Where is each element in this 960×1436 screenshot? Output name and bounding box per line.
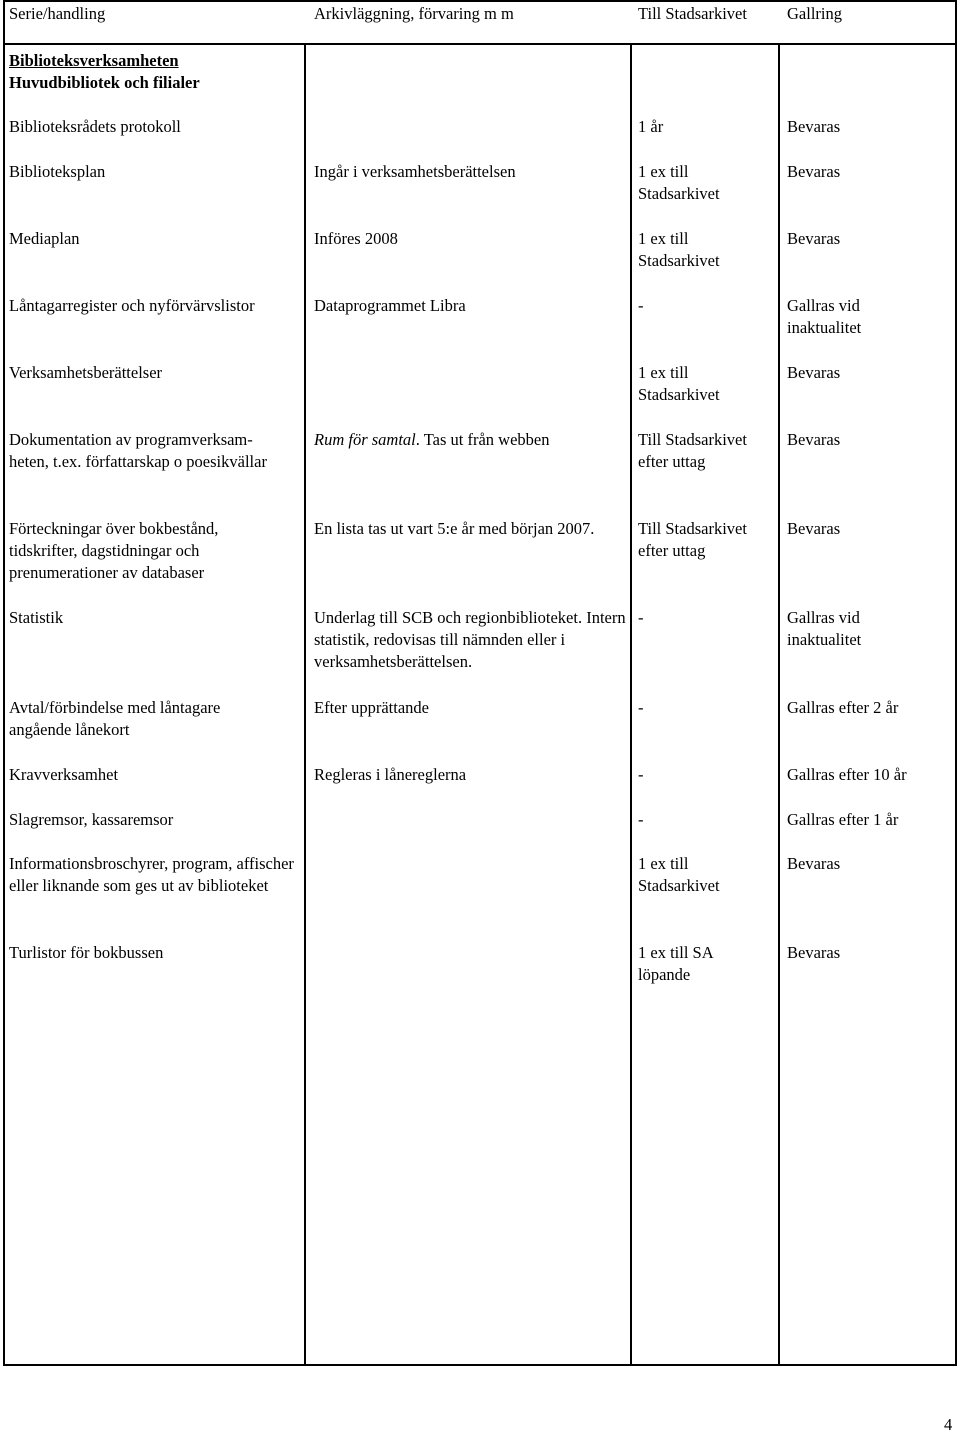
row-serie: Slagremsor, kassaremsor [9,810,174,829]
row-stadsarkiv: 1 år [638,117,664,136]
table-header [0,0,960,45]
table-frame [3,0,957,1366]
row-arkiv: Införes 2008 [314,229,398,248]
row-serie: Statistik [9,608,64,627]
row-serie: Mediaplan [9,229,80,248]
row-gallring: Bevaras [787,519,841,538]
column-divider-3 [778,43,780,1366]
row-gallring: Gallras efter 1 år [787,810,899,829]
row-serie: Turlistor för bokbussen [9,943,164,962]
row-stadsarkiv: - [638,608,644,627]
header-serie: Serie/handling [9,4,106,23]
row-stadsarkiv: 1 ex till Stadsarkivet [638,162,720,203]
column-divider-2 [630,43,632,1366]
row-gallring: Bevaras [787,943,841,962]
row-stadsarkiv: Till Stadsarkivet efter uttag [638,430,747,471]
header-gallring: Gallring [787,4,842,23]
row-stadsarkiv: 1 ex till Stadsarkivet [638,363,720,404]
row-gallring: Bevaras [787,854,841,873]
row-serie: Kravverksamhet [9,765,119,784]
section-subtitle: Huvudbibliotek och filialer [9,73,200,92]
page-number: 4 [944,1415,953,1434]
row-gallring: Bevaras [787,430,841,449]
row-stadsarkiv: - [638,296,644,315]
header-stadsarkiv: Till Stadsarkivet [638,4,747,23]
row-gallring: Bevaras [787,117,841,136]
row-stadsarkiv: 1 ex till Stadsarkivet [638,229,720,270]
section-heading [9,50,305,94]
row-arkiv: Ingår i verksamhetsberättelsen [314,162,516,181]
row-gallring: Gallras vid inaktualitet [787,296,862,337]
row-gallring: Gallras efter 2 år [787,698,899,717]
row-serie: Förteckningar över bokbestånd, tidskrifter, dagstidningar och prenumerationer av databaser [9,519,219,582]
row-stadsarkiv: - [638,765,644,784]
row-stadsarkiv: 1 ex till Stadsarkivet [638,854,720,895]
row-gallring: Bevaras [787,162,841,181]
row-serie: Dokumentation av programverksam-heten, t.ex. författarskap o poesikvällar [9,430,267,471]
row-serie: Avtal/förbindelse med låntagare angående lånekort [9,698,221,739]
header-arkiv: Arkivläggning, förvaring m m [314,4,514,23]
row-gallring: Bevaras [787,229,841,248]
row-stadsarkiv: Till Stadsarkivet efter uttag [638,519,747,560]
row-stadsarkiv: - [638,698,644,717]
row-arkiv: Underlag till SCB och regionbiblioteket. Intern statistik, redovisas till nämnden eller i verksamhetsberättelsen. [314,608,626,671]
row-arkiv [314,429,628,451]
row-gallring: Gallras vid inaktualitet [787,608,862,649]
row-stadsarkiv: - [638,810,644,829]
row-arkiv: Regleras i lånereglerna [314,765,467,784]
row-serie: Verksamhetsberättelser [9,363,163,382]
row-arkiv-italic: Rum för samtal [314,430,416,449]
row-arkiv: Dataprogrammet Libra [314,296,466,315]
row-arkiv-rest: . Tas ut från webben [415,430,550,449]
row-gallring: Gallras efter 10 år [787,765,907,784]
row-serie: Informationsbroschyrer, program, affischer eller liknande som ges ut av biblioteket [9,854,294,895]
row-serie: Låntagarregister och nyförvärvslistor [9,296,255,315]
row-serie: Biblioteksplan [9,162,106,181]
section-title: Biblioteksverksamheten [9,51,179,70]
row-serie: Biblioteksrådets protokoll [9,117,181,136]
row-gallring: Bevaras [787,363,841,382]
row-stadsarkiv: 1 ex till SA löpande [638,943,713,984]
row-arkiv: En lista tas ut vart 5:e år med början 2007. [314,519,595,538]
row-arkiv: Efter upprättande [314,698,429,717]
